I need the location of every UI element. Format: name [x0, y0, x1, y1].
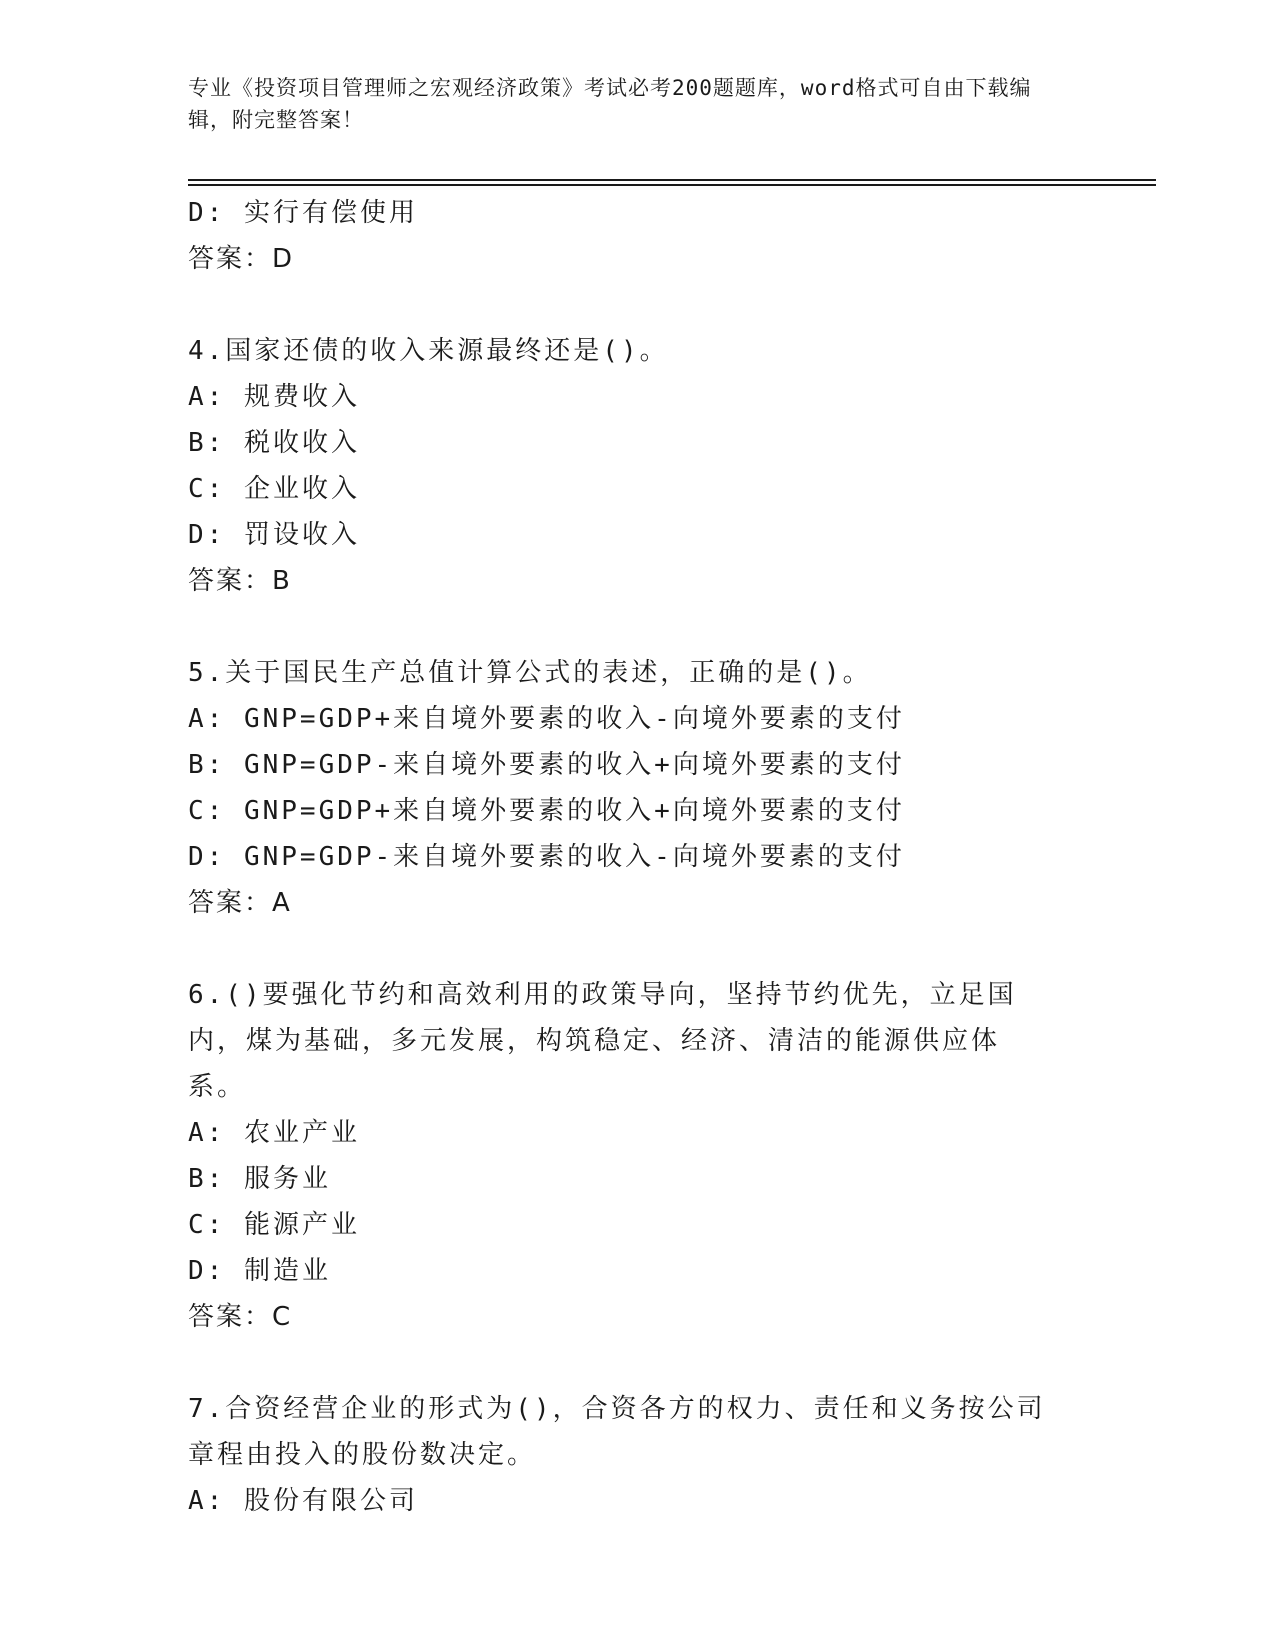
header-intro-text: 专业《投资项目管理师之宏观经济政策》考试必考200题题库，word格式可自由下载编辑，附完整答案！	[188, 76, 1032, 132]
answer-line: 答案：B	[188, 566, 292, 596]
option-c: C: 能源产业	[188, 1210, 360, 1240]
answer-line: 答案：C	[188, 1302, 293, 1332]
question-stem: 6.()要强化节约和高效利用的政策导向，坚持节约优先，立足国内，煤为基础，多元发展，构筑稳定、经济、清洁的能源供应体系。	[188, 980, 1017, 1102]
option-b: B: GNP=GDP-来自境外要素的收入+向境外要素的支付	[188, 750, 905, 780]
question-6	[188, 972, 1088, 1340]
header-divider-thin	[188, 179, 1156, 181]
option-d: D: 制造业	[188, 1256, 331, 1286]
question-stem: 7.合资经营企业的形式为()，合资各方的权力、责任和义务按公司章程由投入的股份数决定。	[188, 1394, 1046, 1470]
header-divider-thick	[188, 184, 1156, 186]
spacer	[188, 926, 1088, 972]
spacer	[188, 604, 1088, 650]
option-a: A: 股份有限公司	[188, 1486, 418, 1516]
question-5	[188, 650, 1088, 926]
document-header	[188, 72, 1068, 136]
option-b: B: 税收收入	[188, 428, 360, 458]
spacer	[188, 282, 1088, 328]
option-a: A: 规费收入	[188, 382, 360, 412]
spacer	[188, 1340, 1088, 1386]
question-4	[188, 328, 1088, 604]
answer-line: 答案：A	[188, 888, 292, 918]
option-d: D: GNP=GDP-来自境外要素的收入-向境外要素的支付	[188, 842, 905, 872]
option-d: D: 实行有偿使用	[188, 198, 418, 228]
option-c: C: 企业收入	[188, 474, 360, 504]
option-a: A: 农业产业	[188, 1118, 360, 1148]
question-stem: 5.关于国民生产总值计算公式的表述，正确的是()。	[188, 658, 872, 688]
option-c: C: GNP=GDP+来自境外要素的收入+向境外要素的支付	[188, 796, 905, 826]
question-7	[188, 1386, 1088, 1524]
option-b: B: 服务业	[188, 1164, 331, 1194]
question-stem: 4.国家还债的收入来源最终还是()。	[188, 336, 669, 366]
answer-line: 答案：D	[188, 244, 295, 274]
option-a: A: GNP=GDP+来自境外要素的收入-向境外要素的支付	[188, 704, 905, 734]
question-list	[188, 190, 1088, 1524]
option-d: D: 罚设收入	[188, 520, 360, 550]
